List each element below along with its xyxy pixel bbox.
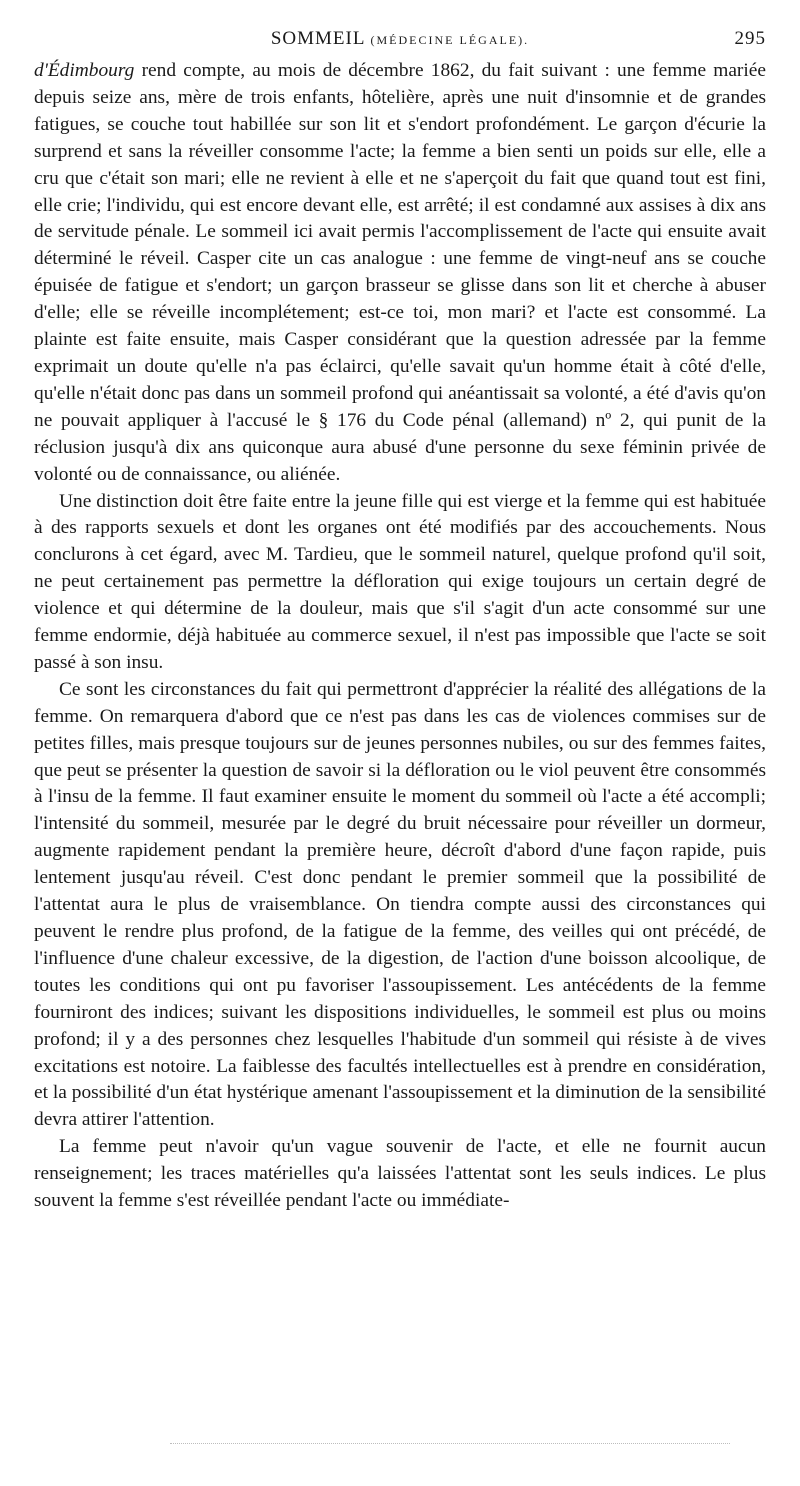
page-number: 295 [734,28,766,49]
paragraph-2: Une distinction doit être faite entre la jeune fille qui est vierge et la femme qui est habituée à des rapports sexuels et dont les organes ont été modifiés par des accouchements. Nous conclurons à cet égard, avec M. Tardieu, que le sommeil naturel, quelque profond qu'il soit, ne peut certainement pas permettre la défloration qui exige toujours un certain degré de violence et qui détermine de la douleur, mais que s'il s'agit d'un acte consommé sur une femme endormie, déjà habituée au commerce sexuel, il n'est pas impossible que l'acte se soit passé à son insu. [34,490,766,673]
paragraph-1-lead: d'Édimbourg [34,60,135,81]
running-header [34,28,766,58]
paragraph-3: Ce sont les circonstances du fait qui permettront d'apprécier la réalité des allégations de la femme. On remarquera d'abord que ce n'est pas dans les cas de violences commises sur de petites filles, mais presque toujours sur de jeunes personnes nubiles, ou sur des femmes faites, que peut se présenter la question de savoir si la défloration ou le viol peuvent être consommés à l'insu de la femme. Il faut examiner ensuite le moment du sommeil où l'acte a été accompli; l'intensité du sommeil, mesurée par le degré du bruit nécessaire pour réveiller un dormeur, augmente rapidement pendant la première heure, décroît d'abord d'une façon rapide, puis lentement jusqu'au réveil. C'est donc pendant le premier sommeil que la possibilité de l'attentat aura le plus de vraisemblance. On tiendra compte aussi des circonstances qui peuvent le rendre plus profond, de la fatigue de la femme, des veilles qui ont précédé, de l'influence d'une chaleur excessive, de la digestion, de l'action d'une boisson alcoolique, de toutes les conditions qui ont pu favoriser l'assoupissement. Les antécédents de la femme fourniront des indices; suivant les dispositions individuelles, le sommeil est plus ou moins profond; il y a des personnes chez lesquelles l'habitude d'un sommeil qui résiste à de vives excitations est notoire. La faiblesse des facultés intellectuelles est à prendre en considération, et la possibilité d'un état hystérique amenant l'assoupissement et la diminution de la sensibilité devra attirer l'attention. [34,678,766,1131]
running-title-subtitle: (MÉDECINE LÉGALE). [370,33,530,47]
paragraph-1 [34,58,766,489]
page [34,28,766,1215]
paragraph-4: La femme peut n'avoir qu'un vague souvenir de l'acte, et elle ne fournit aucun renseignement; les traces matérielles qu'a laissées l'attentat sont les seuls indices. Le plus souvent la femme s'est réveillée pendant l'acte ou immédiate- [34,1136,766,1212]
body-text [34,58,766,1215]
running-title [34,28,766,50]
footer-dotted-rule [170,1443,730,1444]
paragraph-1-text: rend compte, au mois de décembre 1862, du fait suivant : une femme mariée depuis seize ans, mère de trois enfants, hôtelière, après une nuit d'insomnie et de grandes fatigues, se couche tout habillée sur son lit et s'endort profondément. Le garçon d'écurie la surprend et sans la réveiller consomme l'acte; la femme a bien senti un poids sur elle, elle a cru que c'était son mari; elle ne revient à elle et ne s'aperçoit du fait que quand tout est fini, elle crie; l'individu, qui est encore devant elle, est arrêté; il est condamné aux assises à dix ans de servitude pénale. Le sommeil ici avait permis l'accomplissement de l'acte qui ensuite avait déterminé le réveil. Casper cite un cas analogue : une femme de vingt-neuf ans se couche épuisée de fatigue et s'endort; un garçon brasseur se glisse dans son lit et cherche à abuser d'elle; elle se réveille incomplétement; est-ce toi, mon mari? et l'acte est consommé. La plainte est faite ensuite, mais Casper considérant que la question adressée par la femme exprimait un doute qu'elle n'a pas éclairci, qu'elle savait qu'un homme était à côté d'elle, qu'elle n'était donc pas dans un sommeil profond qui anéantissait sa volonté, a été d'avis qu'on ne pouvait appliquer à l'accusé le § 176 du Code pénal (allemand) nº 2, qui punit de la réclusion jusqu'à dix ans quiconque aura abusé d'une personne du sexe féminin privée de volonté ou de connaissance, ou aliénée. [34,60,766,485]
running-title-main: SOMMEIL [270,28,365,49]
